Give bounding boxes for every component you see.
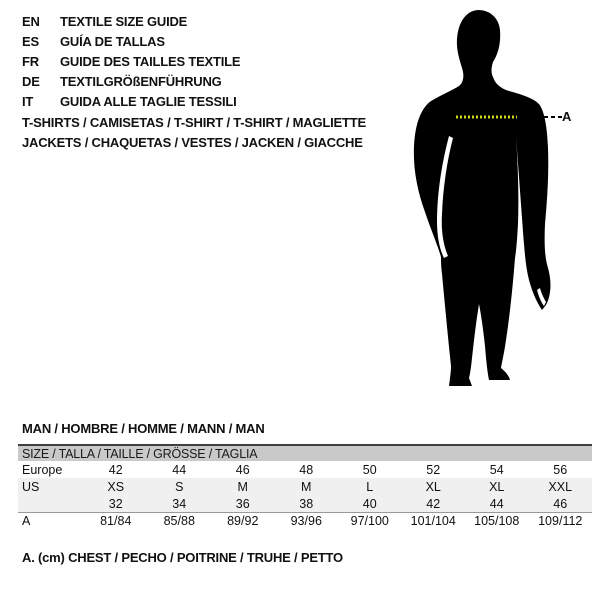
size-table-header: SIZE / TALLA / TAILLE / GRÖSSE / TAGLIA — [18, 444, 592, 461]
size-cell: 42 — [426, 496, 441, 511]
language-label: TEXTILE SIZE GUIDE — [60, 13, 188, 29]
language-row-en — [22, 11, 240, 31]
language-list — [22, 11, 240, 111]
size-cell: 81/84 — [100, 514, 132, 528]
category-line-tshirts: T-SHIRTS / CAMISETAS / T-SHIRT / T-SHIRT / MAGLIETTE — [22, 115, 366, 130]
size-cell: 34 — [172, 496, 187, 511]
size-cell: 32 — [108, 496, 123, 511]
size-cell: 97/100 — [350, 514, 389, 528]
language-label: GUIDA ALLE TAGLIE TESSILI — [60, 93, 237, 109]
language-code: IT — [22, 93, 34, 109]
measure-label-a: A — [562, 109, 572, 124]
category-lines — [22, 113, 366, 153]
language-row-de — [22, 71, 240, 91]
size-cell: 42 — [108, 462, 123, 477]
table-row-chest — [18, 512, 592, 529]
language-label: TEXTILGRÖßENFÜHRUNG — [60, 73, 222, 89]
size-cell: 38 — [299, 496, 314, 511]
section-title-man: MAN / HOMBRE / HOMME / MANN / MAN — [22, 421, 265, 436]
size-cell: 85/88 — [163, 514, 195, 528]
size-cell: 54 — [489, 462, 504, 477]
table-row-europe — [18, 461, 592, 478]
size-cell: S — [175, 479, 184, 494]
size-cell: XL — [425, 479, 441, 494]
size-cell: 46 — [235, 462, 250, 477]
size-cell: 105/108 — [474, 514, 520, 528]
size-cell: 48 — [299, 462, 314, 477]
man-silhouette-svg — [365, 6, 565, 390]
size-cell: 36 — [235, 496, 250, 511]
table-row-numeric — [18, 495, 592, 512]
size-cell: 44 — [172, 462, 187, 477]
size-table — [18, 444, 592, 529]
language-code: EN — [22, 13, 40, 29]
size-cell: 40 — [362, 496, 377, 511]
size-cell: 89/92 — [227, 514, 259, 528]
size-cell: 50 — [362, 462, 377, 477]
size-cell: 46 — [553, 496, 568, 511]
language-code: DE — [22, 73, 40, 89]
measurement-footnote: A. (cm) CHEST / PECHO / POITRINE / TRUHE / PETTO — [22, 550, 343, 565]
table-row-us — [18, 478, 592, 495]
row-label: A — [22, 514, 31, 528]
size-cell: 52 — [426, 462, 441, 477]
category-line-jackets: JACKETS / CHAQUETAS / VESTES / JACKEN / GIACCHE — [22, 135, 363, 150]
man-silhouette-path — [414, 10, 551, 386]
language-label: GUÍA DE TALLAS — [60, 33, 165, 49]
size-cell: XXL — [548, 479, 573, 494]
size-cell: 44 — [489, 496, 504, 511]
language-row-it — [22, 91, 240, 111]
row-label: Europe — [22, 462, 63, 477]
language-code: ES — [22, 33, 39, 49]
size-cell: 56 — [553, 462, 568, 477]
size-cell: M — [301, 479, 312, 494]
size-cell: M — [237, 479, 248, 494]
size-cell: 93/96 — [290, 514, 322, 528]
size-cell: 109/112 — [538, 514, 583, 528]
row-label: US — [22, 479, 40, 494]
language-code: FR — [22, 53, 39, 69]
man-figure — [365, 6, 565, 390]
language-row-es — [22, 31, 240, 51]
language-row-fr — [22, 51, 240, 71]
size-cell: XS — [107, 479, 125, 494]
size-cell: XL — [489, 479, 505, 494]
size-cell: 101/104 — [410, 514, 456, 528]
language-label: GUIDE DES TAILLES TEXTILE — [60, 53, 241, 69]
size-cell: L — [366, 479, 374, 494]
